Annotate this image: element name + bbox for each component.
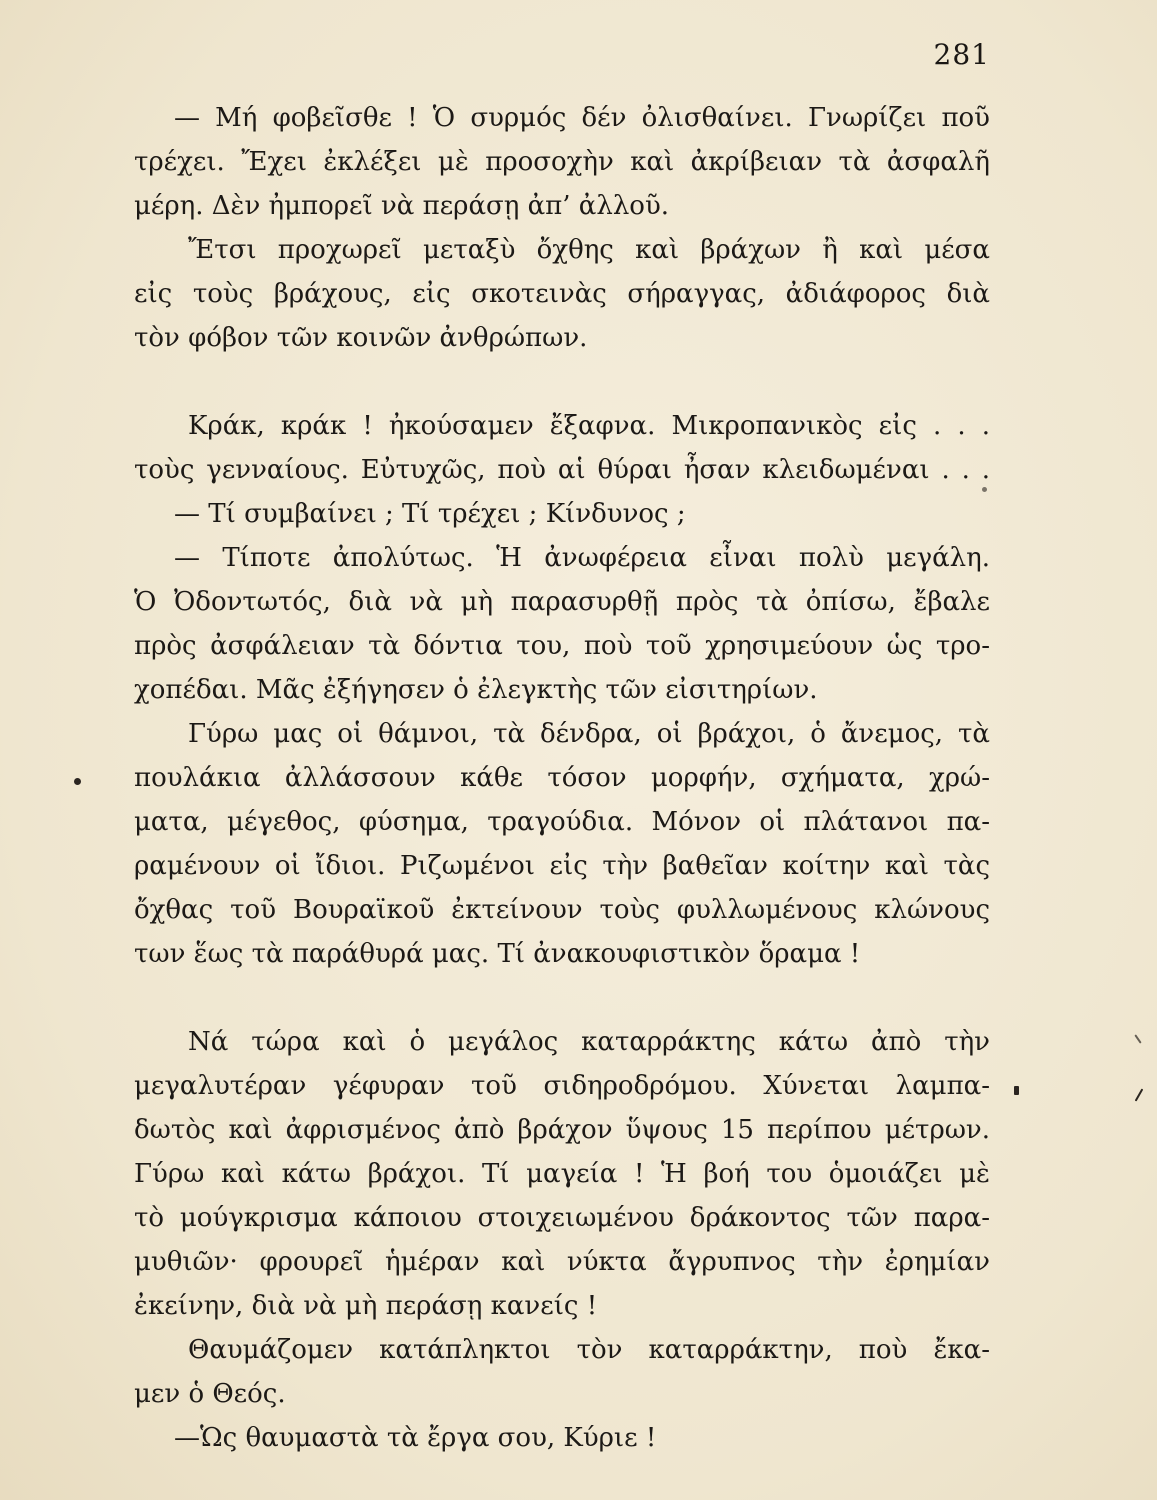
text-line: δωτὸς καὶ ἀφρισμένος ἀπὸ βράχον ὕψους 15 περίπου μέτρων.	[134, 1115, 990, 1145]
text-line: εἰς τοὺς βράχους, εἰς σκοτεινὰς σήραγγας, ἀδιάφορος διὰ	[134, 279, 990, 309]
text-line: ἐκείνην, διὰ νὰ μὴ περάσῃ κανείς !	[134, 1291, 598, 1321]
text-line: πρὸς ἀσφάλειαν τὰ δόντια του, ποὺ τοῦ χρησιμεύουν ὡς τρο-	[134, 631, 990, 661]
ink-speck	[1014, 1086, 1019, 1095]
text-line: —Ὡς θαυμαστὰ τὰ ἔργα σου, Κύριε !	[174, 1423, 657, 1453]
text-line: των ἕως τὰ παράθυρά μας. Τί ἀνακουφιστικὸν ὅραμα !	[134, 939, 861, 969]
ink-speck	[74, 778, 81, 785]
text-line: ραμένουν οἱ ἴδιοι. Ριζωμένοι εἰς τὴν βαθεῖαν κοίτην καὶ τὰς	[134, 851, 990, 881]
text-line: μεγαλυτέραν γέφυραν τοῦ σιδηροδρόμου. Χύνεται λαμπα-	[134, 1071, 990, 1101]
text-line: Θαυμάζομεν κατάπληκτοι τὸν καταρράκτην, ποὺ ἔκα-	[188, 1335, 990, 1365]
text-line: Ὁ Ὀδοντωτός, διὰ νὰ μὴ παρασυρθῇ πρὸς τὰ ὀπίσω, ἔβαλε	[134, 587, 990, 617]
ink-speck	[982, 487, 987, 492]
text-line: — Τίποτε ἀπολύτως. Ἡ ἀνωφέρεια εἶναι πολὺ μεγάλη.	[174, 543, 990, 573]
text-line: μέρη. Δὲν ἠμπορεῖ νὰ περάσῃ ἀπ’ ἀλλοῦ.	[134, 191, 670, 221]
text-line: Ἔτσι προχωρεῖ μεταξὺ ὄχθης καὶ βράχων ἢ καὶ μέσα	[188, 235, 990, 265]
text-line: Γύρω καὶ κάτω βράχοι. Τί μαγεία ! Ἡ βοή του ὁμοιάζει μὲ	[134, 1159, 990, 1189]
text-line: τὸν φόβον τῶν κοινῶν ἀνθρώπων.	[134, 323, 588, 353]
ink-speck	[1134, 1034, 1141, 1043]
text-line: — Μή φοβεῖσθε ! Ὁ συρμός δέν ὀλισθαίνει. Γνωρίζει ποῦ	[174, 103, 990, 133]
page-text	[134, 96, 990, 1460]
ink-speck	[1135, 1088, 1144, 1101]
text-line: — Τί συμβαίνει ; Τί τρέχει ; Κίνδυνος ;	[174, 499, 686, 529]
text-line: Νά τώρα καὶ ὁ μεγάλος καταρράκτης κάτω ἀπὸ τὴν	[188, 1027, 990, 1057]
text-line: Κράκ, κράκ ! ἠκούσαμεν ἔξαφνα. Μικροπανικὸς εἰς . . .	[188, 411, 990, 441]
text-line: τρέχει. Ἔχει ἐκλέξει μὲ προσοχὴν καὶ ἀκρίβειαν τὰ ἀσφαλῆ	[134, 147, 990, 177]
text-line: μεν ὁ Θεός.	[134, 1379, 286, 1409]
text-line: τὸ μούγκρισμα κάποιου στοιχειωμένου δράκοντος τῶν παρα-	[134, 1203, 990, 1233]
text-line: ὄχθας τοῦ Βουραϊκοῦ ἐκτείνουν τοὺς φυλλωμένους κλώνους	[134, 895, 990, 925]
text-line: χοπέδαι. Μᾶς ἐξήγησεν ὁ ἐλεγκτὴς τῶν εἰσιτηρίων.	[134, 675, 818, 705]
text-line: μυθιῶν· φρουρεῖ ἡμέραν καὶ νύκτα ἄγρυπνος τὴν ἐρημίαν	[134, 1247, 990, 1277]
page-number: 281	[933, 38, 990, 71]
text-line: τοὺς γενναίους. Εὐτυχῶς, ποὺ αἱ θύραι ἦσαν κλειδωμέναι . . .	[134, 455, 990, 485]
paragraph-gap	[134, 976, 990, 1020]
text-line: Γύρω μας οἱ θάμνοι, τὰ δένδρα, οἱ βράχοι, ὁ ἄνεμος, τὰ	[188, 719, 990, 749]
paragraph-gap	[134, 360, 990, 404]
text-line: ματα, μέγεθος, φύσημα, τραγούδια. Μόνον οἱ πλάτανοι πα-	[134, 807, 990, 837]
text-line: πουλάκια ἀλλάσσουν κάθε τόσον μορφήν, σχήματα, χρώ-	[134, 763, 990, 793]
